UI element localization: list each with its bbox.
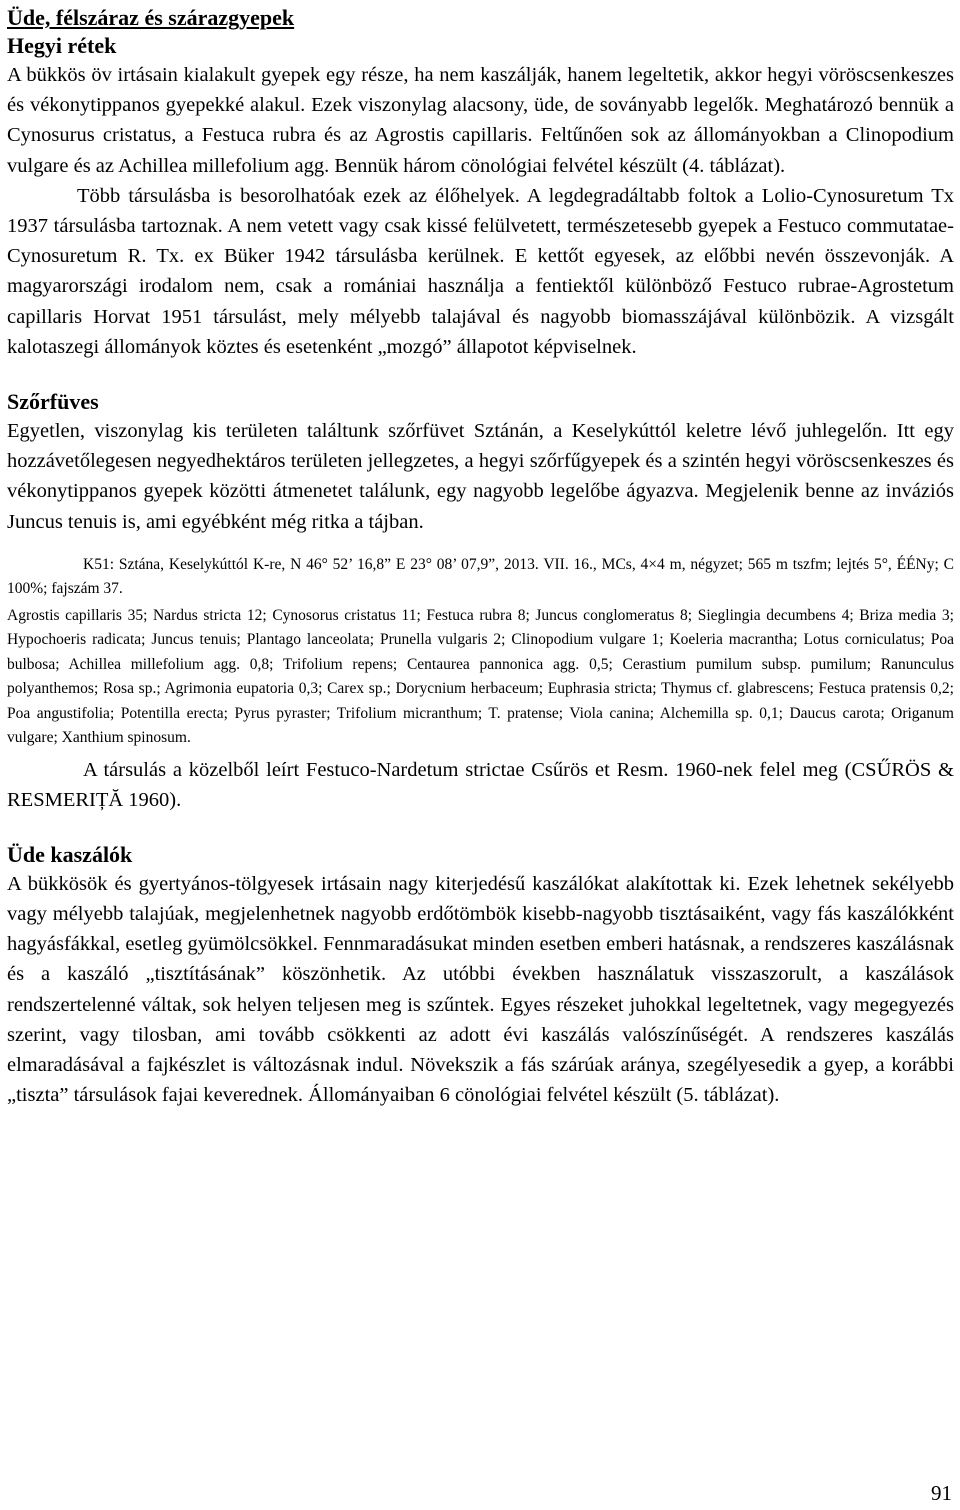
spacer bbox=[7, 362, 954, 388]
section-title-nardus: Szőrfüves bbox=[7, 389, 99, 415]
paragraph-nardus: Egyetlen, viszonylag kis területen találtunk szőrfüvet Sztánán, a Keselykúttól keletre lévő juhlegelőn. Itt egy hozzávetőlegesen negyedhektáros területen jellegzetes, a hegyi szőrfűgyepek és a szintén hegyi vöröscsenkeszes és vékonytippanos gyepek közötti átmenetet találunk, egy nagyobb legelőbe ágyazva. Megjelenik benne az inváziós Juncus tenuis is, ami egyébként még ritka a tájban. bbox=[7, 420, 954, 533]
subsection-title-mountain-meadows: Hegyi rétek bbox=[7, 33, 117, 58]
releve-header: K51: Sztána, Keselykúttól K-re, N 46° 52’ 16,8” E 23° 08’ 07,9”, 2013. VII. 16., MCs, 4×4 m, négyzet; 565 m tszfm; lejtés 5°, ÉÉNy; C 100%; fajszám 37. bbox=[7, 555, 954, 598]
section-title-hay-meadows: Üde kaszálók bbox=[7, 841, 133, 867]
paragraph-association-note: A társulás a közelből leírt Festuco-Nardetum strictae Csűrös et Resm. 1960-nek felel meg (CSŰRÖS & RESMERIȚĂ 1960). bbox=[7, 758, 954, 811]
section-title-dry-grasslands: Üde, félszáraz és szárazgyepek bbox=[7, 5, 295, 30]
page-number: 91 bbox=[931, 1481, 952, 1505]
paragraph-associations: Több társulásba is besorolhatóak ezek az élőhelyek. A legdegradáltabb foltok a Lolio-Cynosuretum Tx 1937 társulásba tartoznak. A nem vetett vagy csak kissé felülvetett, természetesebb gyepek a Festuco commutatae-Cynosuretum R. Tx. ex Büker 1942 társulásba kerülnek. E kettőt egyesek, az előbbi nevén összevonják. A magyarországi irodalom nem, csak a romániai használja a fentiektől különböző Festuco rubrae-Agrostetum capillaris Horvat 1951 társulást, mely mélyebb talajával és nagyobb biomasszájával különbözik. A vizsgált kalotaszegi állományok köztes és esetenként „mozgó” állapotot képviselnek. bbox=[7, 184, 954, 358]
releve-species-list: Agrostis capillaris 35; Nardus stricta 12; Cynosorus cristatus 11; Festuca rubra 8; Juncus conglomeratus 8; Sieglingia decumbens 4; Briza media 3; Hypochoeris radicata; Juncus tenuis; Plantago lanceolata; Prunella vulgaris 2; Clinopodium vulgare 1; Koeleria macrantha; Lotus corniculatus; Poa bulbosa; Achillea millefolium agg. 0,8; Trifolium repens; Centaurea pannonica agg. 0,5; Cerastium pumilum subsp. pumilum; Ranunculus polyanthemos; Rosa sp.; Agrimonia eupatoria 0,3; Carex sp.; Dorycnium herbaceum; Euphrasia stricta; Thymus cf. glabrescens; Festuca pratensis 0,2; Poa angustifolia; Potentilla erecta; Pyrus pyraster; Trifolium micranthum; T. pratense; Viola canina; Alchemilla sp. 0,1; Daucus carota; Origanum vulgare; Xanthium spinosum. bbox=[7, 606, 954, 747]
spacer bbox=[7, 815, 954, 841]
paragraph-mountain-meadows: A bükkös öv irtásain kialakult gyepek egy része, ha nem kaszálják, hanem legeltetik, akkor hegyi vöröscsenkeszes és vékonytippanos gyepekké alakul. Ezek viszonylag alacsony, üde, de soványabb legelők. Meghatározó bennük a Cynosurus cristatus, a Festuca rubra és az Agrostis capillaris. Feltűnően sok az állományokban a Clinopodium vulgare és az Achillea millefolium agg. Bennük három cönológiai felvétel készült (4. táblázat). bbox=[7, 64, 954, 177]
paragraph-hay-meadows: A bükkösök és gyertyános-tölgyesek irtásain nagy kiterjedésű kaszálókat alakítottak ki. Ezek lehetnek sekélyebb vagy mélyebb talajúak, megjelenhetnek nagyobb erdőtömbök kisebb-nagyobb tisztásaiként, vagy fás kaszálókként hagyásfákkal, esetleg gyümölcsökkel. Fennmaradásukat minden esetben emberi hatásnak, a rendszeres kaszálásnak és a kaszáló „tisztításának” köszönhetik. Az utóbbi években használatuk visszaszorult, a kaszálások rendszertelenné váltak, sok helyen teljesen meg is szűntek. Egyes részeket juhokkal legeltetnek, vagy megegyezés szerint, vagy tilosban, ami tovább csökkenti az adott évi kaszálás valószínűségét. A rendszeres kaszálás elmaradásával a fajkészlet is változásnak indul. Növekszik a fás szárúak aránya, szegélyesedik a gyep, a korábbi „tiszta” társulások fajai keverednek. Állományaiban 6 cönológiai felvétel készült (5. táblázat). bbox=[7, 872, 954, 1107]
